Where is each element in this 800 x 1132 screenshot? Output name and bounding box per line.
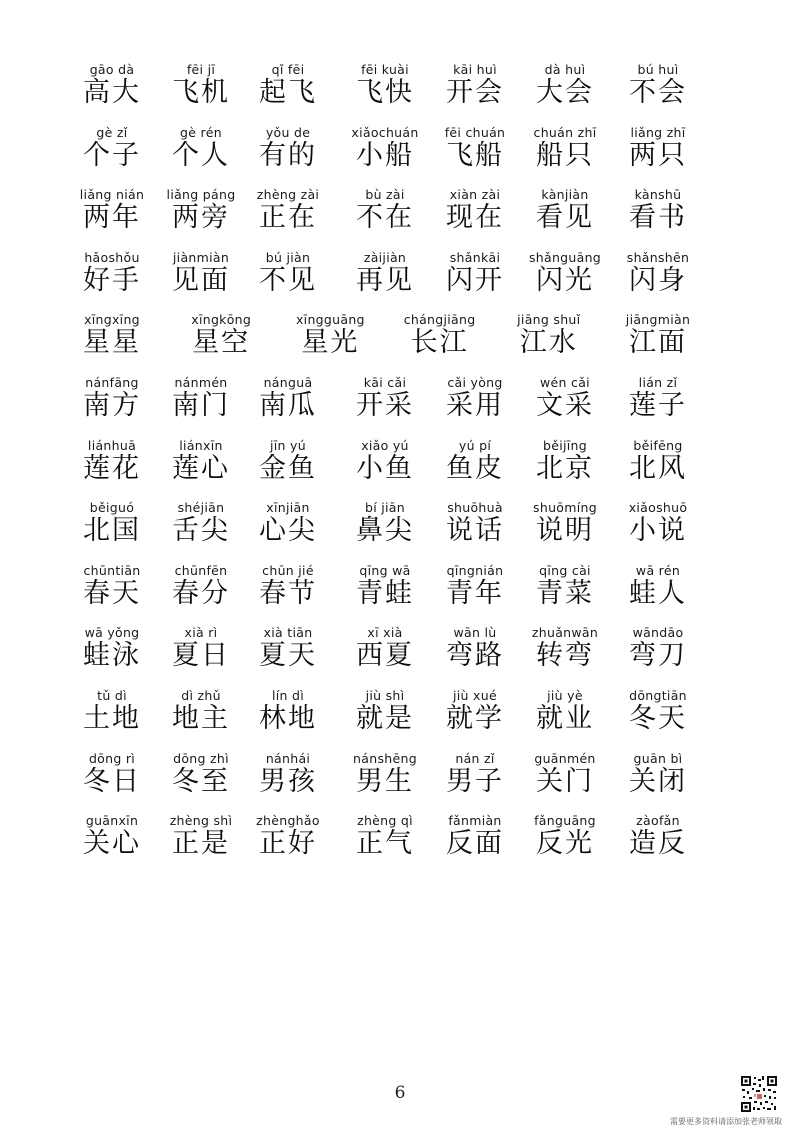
hanzi-word: 船只 bbox=[536, 139, 594, 171]
hanzi-word: 飞快 bbox=[356, 77, 414, 108]
footer-note: 需要更多资料请添加张老师领取 bbox=[670, 1117, 782, 1126]
hanzi-word: 说明 bbox=[536, 515, 594, 547]
word-row bbox=[74, 563, 734, 626]
pinyin-label: xī xià bbox=[367, 625, 403, 641]
pinyin-label: hǎoshǒu bbox=[84, 249, 140, 265]
pinyin-label: liánhuā bbox=[87, 437, 137, 453]
vocab-word bbox=[603, 625, 713, 672]
hanzi-word: 小鱼 bbox=[356, 452, 414, 484]
vocab-word bbox=[166, 312, 276, 359]
hanzi-word: 小船 bbox=[356, 139, 414, 171]
hanzi-word: 个子 bbox=[83, 139, 141, 171]
hanzi-word: 春分 bbox=[172, 577, 230, 609]
hanzi-word: 土地 bbox=[83, 702, 141, 734]
pinyin-label: bú huì bbox=[637, 62, 679, 77]
pinyin-label: kànjiàn bbox=[541, 187, 589, 203]
hanzi-word: 飞船 bbox=[446, 139, 504, 171]
pinyin-label: lín dì bbox=[271, 687, 305, 703]
word-row bbox=[74, 438, 734, 501]
word-row bbox=[74, 250, 734, 313]
pinyin-label: nán zǐ bbox=[455, 750, 495, 766]
hanzi-word: 开采 bbox=[356, 389, 414, 421]
hanzi-word: 关门 bbox=[536, 765, 594, 797]
vocab-word bbox=[233, 250, 343, 297]
qr-code-icon bbox=[740, 1075, 778, 1113]
hanzi-word: 关心 bbox=[83, 828, 141, 860]
pinyin-label: chuán zhī bbox=[533, 124, 597, 140]
pinyin-label: liǎng páng bbox=[166, 187, 236, 203]
hanzi-word: 春节 bbox=[259, 577, 317, 609]
hanzi-word: 就业 bbox=[536, 702, 594, 734]
pinyin-label: běijīng bbox=[542, 437, 587, 453]
hanzi-word: 现在 bbox=[446, 202, 504, 234]
pinyin-label: gè rén bbox=[180, 124, 222, 140]
hanzi-word: 星光 bbox=[301, 327, 360, 359]
word-row bbox=[74, 813, 734, 876]
hanzi-word: 就学 bbox=[446, 702, 504, 734]
hanzi-word: 好手 bbox=[83, 264, 141, 296]
pinyin-label: fēi jī bbox=[186, 62, 216, 77]
vocab-word bbox=[603, 312, 713, 359]
pinyin-label: shuōhuà bbox=[447, 500, 503, 516]
vocab-word bbox=[233, 375, 343, 422]
pinyin-label: shéjiān bbox=[177, 500, 225, 516]
hanzi-word: 夏天 bbox=[259, 640, 317, 672]
pinyin-label: dōng rì bbox=[88, 750, 136, 766]
pinyin-label: liánxīn bbox=[179, 437, 223, 453]
hanzi-word: 男孩 bbox=[259, 765, 317, 797]
hanzi-word: 男子 bbox=[446, 765, 504, 797]
pinyin-label: tǔ dì bbox=[97, 687, 127, 703]
pinyin-label: xīngguāng bbox=[295, 312, 365, 328]
hanzi-word: 说话 bbox=[446, 515, 504, 547]
hanzi-word: 蛙泳 bbox=[83, 640, 141, 672]
pinyin-label: guānxīn bbox=[85, 813, 139, 829]
pinyin-label: kànshū bbox=[634, 187, 682, 203]
hanzi-word: 反光 bbox=[536, 828, 594, 860]
pinyin-label: guān bì bbox=[633, 750, 683, 766]
hanzi-word: 大会 bbox=[536, 77, 594, 108]
vocab-word bbox=[603, 125, 713, 172]
hanzi-word: 蛙人 bbox=[629, 577, 687, 609]
pinyin-label: lián zǐ bbox=[638, 374, 678, 390]
pinyin-label: jiànmiàn bbox=[172, 249, 230, 265]
pinyin-label: xīngkōng bbox=[191, 312, 252, 328]
hanzi-word: 星空 bbox=[192, 327, 251, 359]
pinyin-label: chūntiān bbox=[83, 562, 141, 578]
hanzi-word: 鼻尖 bbox=[356, 515, 414, 547]
hanzi-word: 青蛙 bbox=[356, 577, 414, 609]
vocab-word bbox=[233, 62, 343, 109]
pinyin-label: chūn jié bbox=[262, 562, 314, 578]
pinyin-label: kāi cǎi bbox=[363, 374, 407, 390]
pinyin-label: chūnfēn bbox=[174, 562, 228, 578]
pinyin-label: yú pí bbox=[458, 437, 492, 453]
pinyin-label: zhèng shì bbox=[169, 813, 233, 829]
hanzi-word: 闪光 bbox=[536, 264, 594, 296]
hanzi-word: 金鱼 bbox=[259, 452, 317, 484]
pinyin-label: zàijiàn bbox=[363, 249, 407, 265]
pinyin-label: xīnjiān bbox=[266, 500, 310, 516]
pinyin-label: wā rén bbox=[635, 562, 681, 578]
pinyin-label: fēi chuán bbox=[444, 124, 506, 140]
pinyin-label: wén cǎi bbox=[540, 374, 590, 390]
vocab-word bbox=[233, 688, 343, 735]
pinyin-label: nánshēng bbox=[353, 750, 417, 766]
vocab-word bbox=[275, 312, 385, 359]
vocab-word bbox=[494, 312, 604, 359]
pinyin-label: gè zǐ bbox=[96, 124, 128, 140]
hanzi-word: 莲心 bbox=[172, 452, 230, 484]
pinyin-label: zhèng qì bbox=[357, 813, 413, 829]
hanzi-word: 小说 bbox=[629, 515, 687, 547]
hanzi-word: 起飞 bbox=[259, 77, 317, 108]
hanzi-word: 采用 bbox=[446, 389, 504, 421]
hanzi-word: 文采 bbox=[536, 389, 594, 421]
word-row bbox=[74, 375, 734, 438]
word-row bbox=[74, 312, 734, 375]
word-row bbox=[74, 751, 734, 814]
pinyin-label: liǎng nián bbox=[79, 187, 145, 203]
hanzi-word: 北风 bbox=[629, 452, 687, 484]
hanzi-word: 弯路 bbox=[446, 640, 504, 672]
vocab-word bbox=[603, 438, 713, 485]
vocab-word bbox=[233, 438, 343, 485]
hanzi-word: 高大 bbox=[83, 77, 141, 108]
vocab-word bbox=[603, 375, 713, 422]
pinyin-label: xiǎoshuō bbox=[628, 500, 688, 516]
word-row bbox=[74, 500, 734, 563]
hanzi-word: 星星 bbox=[83, 327, 141, 359]
pinyin-label: qǐ fēi bbox=[271, 62, 305, 77]
pinyin-label: bí jiān bbox=[364, 500, 405, 516]
hanzi-word: 再见 bbox=[356, 264, 414, 296]
hanzi-word: 看书 bbox=[629, 202, 687, 234]
hanzi-word: 转弯 bbox=[536, 640, 594, 672]
hanzi-word: 南瓜 bbox=[259, 389, 317, 421]
hanzi-word: 不见 bbox=[259, 264, 317, 296]
hanzi-word: 个人 bbox=[172, 139, 230, 171]
hanzi-word: 鱼皮 bbox=[446, 452, 504, 484]
pinyin-label: fǎnguāng bbox=[534, 813, 596, 829]
pinyin-label: zhuǎnwān bbox=[531, 625, 599, 641]
hanzi-word: 弯刀 bbox=[629, 640, 687, 672]
vocab-word bbox=[233, 751, 343, 798]
hanzi-word: 冬至 bbox=[172, 765, 230, 797]
hanzi-word: 正在 bbox=[259, 202, 317, 234]
hanzi-word: 两旁 bbox=[172, 202, 230, 234]
vocab-word bbox=[233, 187, 343, 234]
vocab-word bbox=[603, 751, 713, 798]
vocab-word bbox=[233, 813, 343, 860]
page-number: 6 bbox=[394, 1083, 406, 1103]
pinyin-label: běiguó bbox=[89, 500, 135, 516]
pinyin-label: fēi kuài bbox=[361, 62, 409, 77]
hanzi-word: 莲子 bbox=[629, 389, 687, 421]
pinyin-label: qīng cài bbox=[539, 562, 591, 578]
pinyin-label: nánguā bbox=[263, 374, 313, 390]
hanzi-word: 飞机 bbox=[172, 77, 230, 108]
hanzi-word: 两只 bbox=[629, 139, 687, 171]
vocab-word bbox=[603, 62, 713, 109]
word-row bbox=[74, 125, 734, 188]
pinyin-label: liǎng zhī bbox=[630, 124, 686, 140]
pinyin-label: kāi huì bbox=[453, 62, 497, 77]
pinyin-label: xiàn zài bbox=[449, 187, 501, 203]
pinyin-label: nánmén bbox=[174, 374, 228, 390]
hanzi-word: 看见 bbox=[536, 202, 594, 234]
pinyin-label: dōngtiān bbox=[629, 687, 687, 703]
vocab-word bbox=[233, 500, 343, 547]
hanzi-word: 冬日 bbox=[83, 765, 141, 797]
word-row bbox=[74, 187, 734, 250]
hanzi-word: 反面 bbox=[446, 828, 504, 860]
hanzi-word: 江水 bbox=[519, 327, 578, 359]
vocab-word bbox=[603, 187, 713, 234]
pinyin-label: jiāngmiàn bbox=[625, 312, 691, 328]
pinyin-label: dà huì bbox=[544, 62, 586, 77]
hanzi-word: 北京 bbox=[536, 452, 594, 484]
pinyin-label: fǎnmiàn bbox=[448, 813, 502, 829]
hanzi-word: 正气 bbox=[356, 828, 414, 860]
hanzi-word: 冬天 bbox=[629, 702, 687, 734]
hanzi-word: 正好 bbox=[259, 828, 317, 860]
hanzi-word: 青年 bbox=[446, 577, 504, 609]
hanzi-word: 关闭 bbox=[629, 765, 687, 797]
vocab-word bbox=[385, 312, 495, 359]
hanzi-word: 长江 bbox=[410, 327, 469, 359]
pinyin-label: qīng wā bbox=[359, 562, 411, 578]
hanzi-word: 有的 bbox=[259, 139, 317, 171]
pinyin-label: nánfāng bbox=[85, 374, 139, 390]
vocab-word bbox=[233, 625, 343, 672]
hanzi-word: 南方 bbox=[83, 389, 141, 421]
hanzi-word: 莲花 bbox=[83, 452, 141, 484]
hanzi-word: 北国 bbox=[83, 515, 141, 547]
pinyin-label: guānmén bbox=[534, 750, 596, 766]
hanzi-word: 闪开 bbox=[446, 264, 504, 296]
pinyin-label: bù zài bbox=[365, 187, 405, 203]
pinyin-label: dōng zhì bbox=[173, 750, 229, 766]
hanzi-word: 开会 bbox=[446, 77, 504, 108]
pinyin-label: jiù xué bbox=[453, 687, 497, 703]
hanzi-word: 造反 bbox=[629, 828, 687, 860]
pinyin-label: jiù yè bbox=[547, 687, 583, 703]
pinyin-label: shǎnshēn bbox=[626, 249, 690, 265]
hanzi-word: 心尖 bbox=[259, 515, 317, 547]
pinyin-label: qīngnián bbox=[446, 562, 504, 578]
pinyin-label: xià rì bbox=[184, 625, 218, 641]
hanzi-word: 正是 bbox=[172, 828, 230, 860]
hanzi-word: 林地 bbox=[259, 702, 317, 734]
word-row bbox=[74, 625, 734, 688]
vocab-word bbox=[233, 125, 343, 172]
word-row bbox=[74, 62, 734, 125]
pinyin-label: cǎi yòng bbox=[447, 374, 503, 390]
hanzi-word: 不在 bbox=[356, 202, 414, 234]
vocab-word bbox=[57, 312, 167, 359]
hanzi-word: 地主 bbox=[172, 702, 230, 734]
vocab-word bbox=[603, 250, 713, 297]
pinyin-label: xiǎo yú bbox=[361, 437, 409, 453]
pinyin-label: jiāng shuǐ bbox=[517, 312, 581, 328]
vocab-word bbox=[603, 563, 713, 610]
hanzi-word: 西夏 bbox=[356, 640, 414, 672]
pinyin-label: zhèng zài bbox=[256, 187, 320, 203]
hanzi-word: 江面 bbox=[629, 327, 687, 359]
pinyin-label: zhènghǎo bbox=[256, 813, 320, 829]
hanzi-word: 就是 bbox=[356, 702, 414, 734]
pinyin-label: wā yǒng bbox=[84, 625, 140, 641]
hanzi-word: 两年 bbox=[83, 202, 141, 234]
pinyin-label: shǎnguāng bbox=[528, 249, 602, 265]
pinyin-label: wān lù bbox=[453, 625, 497, 641]
vocab-word bbox=[603, 813, 713, 860]
pinyin-label: nánhái bbox=[265, 750, 311, 766]
pinyin-label: yǒu de bbox=[265, 124, 311, 140]
hanzi-word: 南门 bbox=[172, 389, 230, 421]
pinyin-label: xīngxīng bbox=[84, 312, 140, 328]
pinyin-label: jiù shì bbox=[365, 687, 405, 703]
hanzi-word: 青菜 bbox=[536, 577, 594, 609]
pinyin-label: xiǎochuán bbox=[351, 124, 419, 140]
hanzi-word: 闪身 bbox=[629, 264, 687, 296]
hanzi-word: 春天 bbox=[83, 577, 141, 609]
pinyin-word-grid bbox=[74, 62, 734, 876]
pinyin-label: xià tiān bbox=[263, 625, 313, 641]
pinyin-label: jīn yú bbox=[270, 437, 306, 453]
pinyin-label: shǎnkāi bbox=[449, 249, 501, 265]
pinyin-label: běifēng bbox=[633, 437, 683, 453]
pinyin-label: shuōmíng bbox=[533, 500, 597, 516]
hanzi-word: 舌尖 bbox=[172, 515, 230, 547]
hanzi-word: 不会 bbox=[629, 77, 687, 108]
vocab-word bbox=[603, 688, 713, 735]
vocab-word bbox=[603, 500, 713, 547]
pinyin-label: wāndāo bbox=[632, 625, 684, 641]
pinyin-label: bú jiàn bbox=[265, 249, 311, 265]
pinyin-label: dì zhǔ bbox=[181, 687, 221, 703]
pinyin-label: zàofǎn bbox=[636, 813, 680, 829]
hanzi-word: 男生 bbox=[356, 765, 414, 797]
vocab-word bbox=[233, 563, 343, 610]
word-row bbox=[74, 688, 734, 751]
hanzi-word: 见面 bbox=[172, 264, 230, 296]
pinyin-label: chángjiāng bbox=[403, 312, 476, 328]
hanzi-word: 夏日 bbox=[172, 640, 230, 672]
pinyin-label: gāo dà bbox=[89, 62, 135, 77]
